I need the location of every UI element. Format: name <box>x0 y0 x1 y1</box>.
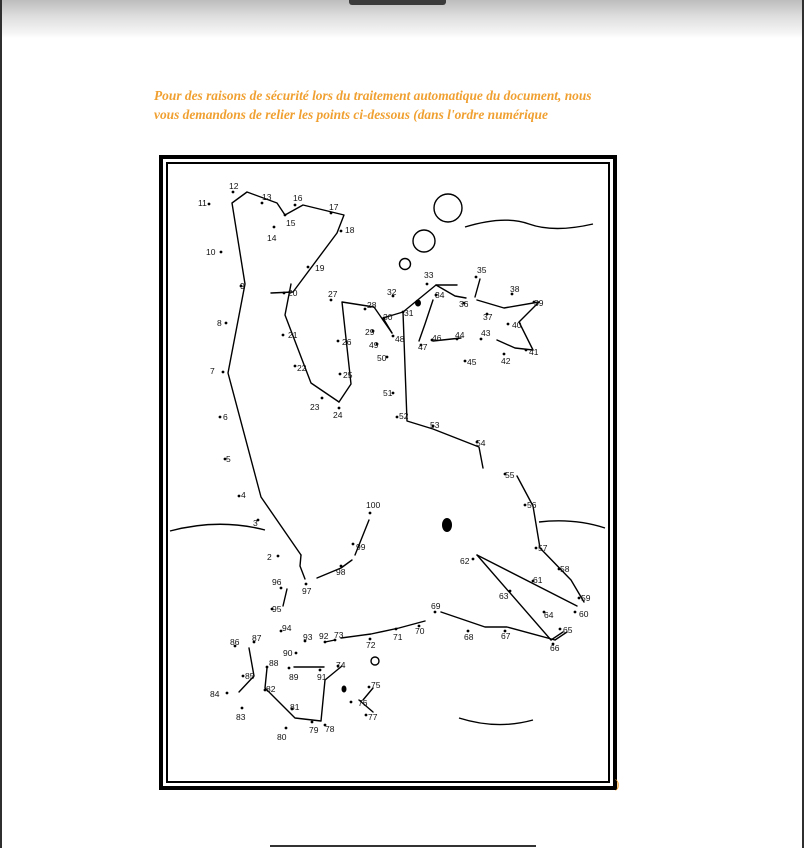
dot-label-40: 40 <box>512 320 522 330</box>
dolphin-head <box>517 476 584 602</box>
wave-bottom <box>459 718 533 725</box>
wave-top <box>465 220 593 228</box>
closing-parenthesis: ) <box>615 776 620 791</box>
dot-label-12: 12 <box>229 181 239 191</box>
dot-label-84: 84 <box>210 689 220 699</box>
dot-label-80: 80 <box>277 732 287 742</box>
dot-label-70: 70 <box>415 626 425 636</box>
dot-label-50: 50 <box>377 353 387 363</box>
dot-15 <box>284 214 287 217</box>
dot-label-35: 35 <box>477 265 487 275</box>
bubble-tiny <box>371 657 379 665</box>
toolbar-handle[interactable] <box>349 0 446 5</box>
dot-label-96: 96 <box>272 577 282 587</box>
dot-100 <box>369 512 372 515</box>
dot-16 <box>294 204 297 207</box>
dot-label-15: 15 <box>286 218 296 228</box>
dot-label-76: 76 <box>358 698 368 708</box>
dot-label-68: 68 <box>464 632 474 642</box>
dot-label-90: 90 <box>283 648 293 658</box>
dot-label-78: 78 <box>325 724 335 734</box>
dot-91 <box>319 669 322 672</box>
dot-41 <box>525 349 528 352</box>
dot-label-100: 100 <box>366 500 381 510</box>
dot-label-48: 48 <box>395 334 405 344</box>
dot-26 <box>337 340 340 343</box>
dot-label-98: 98 <box>336 567 346 577</box>
dot-label-2: 2 <box>267 552 272 562</box>
dot-label-49: 49 <box>369 340 379 350</box>
dot-label-6: 6 <box>223 412 228 422</box>
dot-88 <box>266 666 269 669</box>
dot-59 <box>578 597 581 600</box>
dot-19 <box>307 266 310 269</box>
dolphin-snout-top <box>477 555 577 606</box>
dolphin-tail-lower <box>265 666 342 721</box>
dot-label-94: 94 <box>282 623 292 633</box>
dolphin-fin-lower <box>283 589 287 606</box>
dot-label-20: 20 <box>288 288 298 298</box>
dot-45 <box>464 360 467 363</box>
dot-42 <box>503 353 506 356</box>
dot-label-73: 73 <box>334 630 344 640</box>
bubble-small <box>400 259 411 270</box>
dot-97 <box>305 583 308 586</box>
dot-90 <box>295 652 298 655</box>
dot-21 <box>282 334 285 337</box>
dot-label-9: 9 <box>240 281 245 291</box>
dot-27 <box>330 299 333 302</box>
page-edge-left <box>0 0 2 848</box>
dot-label-51: 51 <box>383 388 393 398</box>
dot-label-74: 74 <box>336 660 346 670</box>
dot-label-64: 64 <box>544 610 554 620</box>
page-divider <box>270 845 536 847</box>
dot-84 <box>226 692 229 695</box>
dot-60 <box>574 611 577 614</box>
dot-label-53: 53 <box>430 420 440 430</box>
dot-83 <box>241 707 244 710</box>
dot-label-22: 22 <box>297 363 307 373</box>
wave-left <box>170 524 265 531</box>
dot-24 <box>338 407 341 410</box>
dot-label-55: 55 <box>505 470 515 480</box>
dot-label-17: 17 <box>329 202 339 212</box>
dot-63 <box>509 590 512 593</box>
dot-label-16: 16 <box>293 193 303 203</box>
dot-28 <box>364 308 367 311</box>
dot-80 <box>285 727 288 730</box>
dot-4 <box>238 495 241 498</box>
dot-label-27: 27 <box>328 289 338 299</box>
dot-label-43: 43 <box>481 328 491 338</box>
dot-label-93: 93 <box>303 632 313 642</box>
dolphin-fin-left <box>285 284 339 402</box>
dot-33 <box>426 283 429 286</box>
second-eye <box>342 686 347 693</box>
dot-label-39: 39 <box>534 298 544 308</box>
dot-13 <box>261 202 264 205</box>
dot-23 <box>321 397 324 400</box>
dot-label-62: 62 <box>460 556 470 566</box>
dot-label-83: 83 <box>236 712 246 722</box>
dolphin-underline <box>341 621 425 638</box>
dot-62 <box>472 558 475 561</box>
dot-label-58: 58 <box>560 564 570 574</box>
dot-to-dot-puzzle <box>159 155 620 791</box>
dot-label-91: 91 <box>317 672 327 682</box>
dot-10 <box>220 251 223 254</box>
dot-8 <box>225 322 228 325</box>
dot-label-69: 69 <box>431 601 441 611</box>
dot-99 <box>352 543 355 546</box>
dot-label-54: 54 <box>476 438 486 448</box>
dot-label-13: 13 <box>262 192 272 202</box>
dot-11 <box>208 203 211 206</box>
dot-12 <box>232 191 235 194</box>
dot-label-66: 66 <box>550 643 560 653</box>
dot-6 <box>219 416 222 419</box>
dot-label-24: 24 <box>333 410 343 420</box>
dot-label-75: 75 <box>371 680 381 690</box>
dot-label-77: 77 <box>368 712 378 722</box>
dot-label-60: 60 <box>579 609 589 619</box>
dot-85 <box>242 675 245 678</box>
dot-89 <box>288 667 291 670</box>
dot-35 <box>475 276 478 279</box>
puzzle-drawing <box>163 159 613 786</box>
fish-eye <box>415 300 421 307</box>
dot-label-79: 79 <box>309 725 319 735</box>
instructions-text: Pour des raisons de sécurité lors du traitement automatique du document, nous vous demandons de relier les points ci-dessous (dans l'ordre numérique <box>154 88 592 122</box>
dot-label-18: 18 <box>345 225 355 235</box>
dot-label-71: 71 <box>393 632 403 642</box>
fish-front <box>419 300 433 341</box>
dot-label-38: 38 <box>510 284 520 294</box>
dot-label-31: 31 <box>404 308 414 318</box>
dolphin-eye <box>442 518 452 532</box>
dot-label-46: 46 <box>432 333 442 343</box>
bubble-medium <box>413 230 435 252</box>
dot-label-33: 33 <box>424 270 434 280</box>
dot-14 <box>273 226 276 229</box>
fish-fin-top <box>475 279 480 297</box>
dot-label-19: 19 <box>315 263 325 273</box>
dot-label-21: 21 <box>288 330 298 340</box>
dot-71 <box>395 628 398 631</box>
dot-label-10: 10 <box>206 247 216 257</box>
dot-label-47: 47 <box>418 342 428 352</box>
dot-label-5: 5 <box>226 454 231 464</box>
dot-label-30: 30 <box>383 312 393 322</box>
dot-label-41: 41 <box>529 347 539 357</box>
dot-76 <box>350 701 353 704</box>
dot-65 <box>559 628 562 631</box>
dot-label-42: 42 <box>501 356 511 366</box>
dot-48 <box>392 335 395 338</box>
dot-label-52: 52 <box>399 411 409 421</box>
dot-label-36: 36 <box>459 299 469 309</box>
dot-label-67: 67 <box>501 631 511 641</box>
dot-label-95: 95 <box>272 604 282 614</box>
dot-79 <box>311 721 314 724</box>
dot-69 <box>434 611 437 614</box>
bubble-large <box>434 194 462 222</box>
dot-label-99: 99 <box>356 542 366 552</box>
dot-label-8: 8 <box>217 318 222 328</box>
dot-label-14: 14 <box>267 233 277 243</box>
dot-22 <box>294 365 297 368</box>
dot-label-26: 26 <box>342 337 352 347</box>
dot-label-57: 57 <box>538 543 548 553</box>
dot-label-32: 32 <box>387 287 397 297</box>
dot-7 <box>222 371 225 374</box>
dot-label-81: 81 <box>290 702 300 712</box>
dot-52 <box>396 416 399 419</box>
dot-label-29: 29 <box>365 327 375 337</box>
dot-label-63: 63 <box>499 591 509 601</box>
dot-label-82: 82 <box>266 684 276 694</box>
dot-40 <box>507 323 510 326</box>
dot-label-72: 72 <box>366 640 376 650</box>
dot-77 <box>365 714 368 717</box>
dot-96 <box>280 587 283 590</box>
dot-label-37: 37 <box>483 312 493 322</box>
dot-56 <box>524 504 527 507</box>
dot-label-23: 23 <box>310 402 320 412</box>
dot-label-25: 25 <box>343 370 353 380</box>
dot-17 <box>330 212 333 215</box>
dot-25 <box>339 373 342 376</box>
dot-label-44: 44 <box>455 330 465 340</box>
dot-label-59: 59 <box>581 593 591 603</box>
dot-label-92: 92 <box>319 631 329 641</box>
dot-label-56: 56 <box>527 500 537 510</box>
dot-18 <box>340 230 343 233</box>
dot-57 <box>535 547 538 550</box>
dot-label-11: 11 <box>198 198 207 208</box>
dot-92 <box>324 641 327 644</box>
dot-label-28: 28 <box>367 300 377 310</box>
dot-75 <box>368 686 371 689</box>
wave-right <box>539 521 605 528</box>
dot-2 <box>277 555 280 558</box>
dot-label-4: 4 <box>241 490 246 500</box>
dot-label-88: 88 <box>269 658 279 668</box>
dot-label-97: 97 <box>302 586 312 596</box>
dot-label-85: 85 <box>245 671 255 681</box>
dot-20 <box>283 292 286 295</box>
dot-label-65: 65 <box>563 625 573 635</box>
dot-label-7: 7 <box>210 366 215 376</box>
dolphin-belly <box>317 560 352 578</box>
dot-label-86: 86 <box>230 637 240 647</box>
dot-label-87: 87 <box>252 633 262 643</box>
dolphin-tail-lower-left <box>239 648 254 692</box>
dot-43 <box>480 338 483 341</box>
dot-label-45: 45 <box>467 357 477 367</box>
viewer-toolbar <box>0 0 804 38</box>
dot-label-61: 61 <box>533 575 543 585</box>
dolphin-belly-end <box>300 555 305 579</box>
dot-label-89: 89 <box>289 672 299 682</box>
dot-label-3: 3 <box>253 518 258 528</box>
dolphin-tail-outline <box>228 192 344 555</box>
dot-label-34: 34 <box>435 290 445 300</box>
